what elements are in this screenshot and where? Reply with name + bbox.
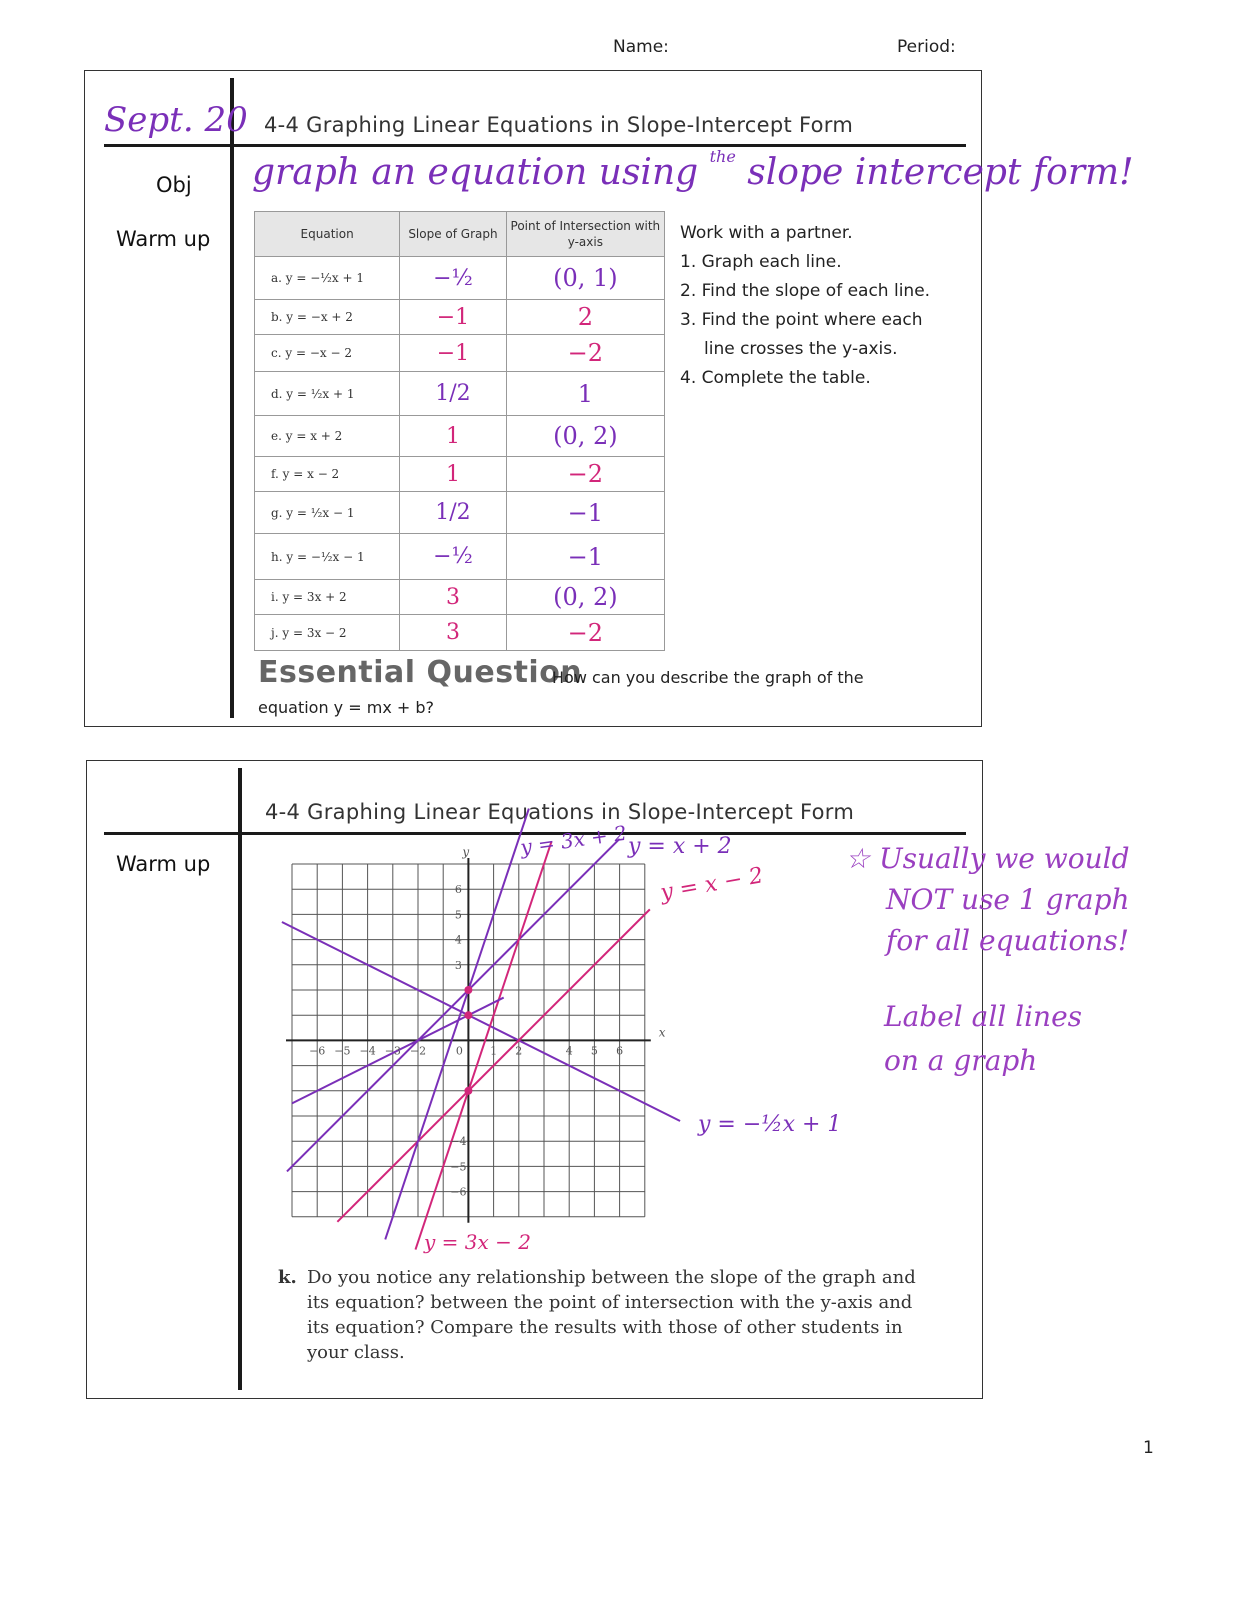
date-handwritten: Sept. 20 (104, 100, 248, 140)
x-tick-label: −2 (409, 1044, 427, 1058)
table-cell-intersection: 2 (506, 300, 664, 335)
note2-line-1: on a graph (884, 1044, 1038, 1077)
warmup-label-1: Warm up (116, 227, 211, 251)
table-cell-equation: h. y = −½x − 1 (255, 534, 400, 580)
table-cell-intersection: (0, 2) (506, 580, 664, 615)
table-cell-equation: i. y = 3x + 2 (255, 580, 400, 615)
table-cell-intersection: −1 (506, 534, 664, 580)
table-cell-slope: −1 (400, 335, 506, 372)
x-tick-label: 2 (515, 1044, 523, 1058)
table-cell-equation: g. y = ½x − 1 (255, 492, 400, 534)
y-tick-label: 3 (454, 958, 462, 972)
intercept-point (464, 986, 472, 994)
objective-part1: graph an equation using (252, 152, 699, 193)
label-neg-half-x-plus-1: y = −½x + 1 (698, 1112, 842, 1137)
intercept-point (464, 1087, 472, 1095)
x-tick-label: −4 (359, 1044, 376, 1058)
table-cell-equation: a. y = −½x + 1 (255, 257, 400, 300)
objective-insert: the (709, 147, 736, 166)
table-cell-intersection: −2 (506, 457, 664, 492)
line-3x-plus-2 (385, 809, 529, 1240)
intercept-point (464, 1011, 472, 1019)
y-tick-label: −5 (450, 1160, 467, 1174)
table-cell-intersection: 1 (506, 372, 664, 416)
essential-question-text2: equation y = mx + b? (258, 698, 435, 717)
table-cell-equation: c. y = −x − 2 (255, 335, 400, 372)
col-header-intersection: Point of Intersection with y-axis (506, 212, 664, 257)
section1-title: 4-4 Graphing Linear Equations in Slope-Intercept Form (264, 113, 854, 137)
origin-label: 0 (455, 1044, 463, 1058)
label-3x-plus-2: y = 3x + 2 (518, 820, 629, 860)
note-line-0: ☆ Usually we would (845, 842, 1130, 875)
y-tick-label: −6 (450, 1185, 467, 1199)
x-tick-label: −5 (334, 1044, 351, 1058)
x-tick-label: 4 (565, 1044, 573, 1058)
table-cell-slope: 3 (400, 615, 506, 651)
page-number: 1 (1143, 1438, 1154, 1458)
y-axis-label: y (462, 845, 470, 859)
period-label: Period: (897, 37, 956, 57)
table-cell-intersection: −2 (506, 335, 664, 372)
instruction-1: 1. Graph each line. (680, 252, 842, 272)
graph-ticks (309, 845, 666, 1199)
table-cell-intersection: −2 (506, 615, 664, 651)
instruction-0: Work with a partner. (680, 223, 853, 243)
table-cell-equation: f. y = x − 2 (255, 457, 400, 492)
line-x-plus-2 (287, 839, 620, 1172)
table-cell-slope: 1/2 (400, 492, 506, 534)
y-tick-label: −4 (450, 1135, 467, 1149)
question-k-line-1: its equation? between the point of intersection with the y-axis and (307, 1292, 913, 1313)
table-cell-slope: −½ (400, 257, 506, 300)
question-k-line-3: your class. (307, 1342, 405, 1363)
y-tick-label: 4 (454, 933, 462, 947)
table-cell-equation: d. y = ½x + 1 (255, 372, 400, 416)
y-tick-label: 5 (454, 908, 462, 922)
table-cell-equation: b. y = −x + 2 (255, 300, 400, 335)
note-line-1: NOT use 1 graph (886, 883, 1130, 916)
label-x-plus-2: y = x + 2 (628, 834, 732, 859)
table-cell-slope: −1 (400, 300, 506, 335)
obj-label: Obj (156, 173, 192, 197)
table-cell-equation: e. y = x + 2 (255, 416, 400, 457)
table-cell-slope: 3 (400, 580, 506, 615)
col-header-equation: Equation (255, 212, 400, 257)
question-k-label: k. (278, 1267, 297, 1288)
label-3x-minus-2: y = 3x − 2 (424, 1230, 531, 1254)
table-cell-slope: −½ (400, 534, 506, 580)
x-tick-label: 5 (590, 1044, 598, 1058)
table-cell-slope: 1 (400, 457, 506, 492)
instruction-5: 4. Complete the table. (680, 368, 871, 388)
x-tick-label: 1 (490, 1044, 498, 1058)
section2-title: 4-4 Graphing Linear Equations in Slope-Intercept Form (265, 800, 855, 824)
instruction-4: line crosses the y-axis. (704, 339, 898, 359)
essential-question-text: How can you describe the graph of the (552, 668, 864, 687)
note-line-2: for all equations! (886, 924, 1129, 957)
table-cell-equation: j. y = 3x − 2 (255, 615, 400, 651)
label-x-minus-2: y = x − 2 (658, 863, 766, 906)
x-tick-label: −6 (309, 1044, 326, 1058)
graph-lines (282, 809, 680, 1250)
table-cell-intersection: (0, 2) (506, 416, 664, 457)
table-cell-intersection: (0, 1) (506, 257, 664, 300)
table-cell-intersection: −1 (506, 492, 664, 534)
x-tick-label: 6 (616, 1044, 624, 1058)
question-k-line-2: its equation? Compare the results with those of other students in (307, 1317, 903, 1338)
table-cell-slope: 1/2 (400, 372, 506, 416)
col-header-slope: Slope of Graph (400, 212, 506, 257)
warmup-label-2: Warm up (116, 852, 211, 876)
instruction-3: 3. Find the point where each (680, 310, 923, 330)
question-k (278, 1265, 918, 1365)
name-label: Name: (613, 37, 669, 57)
question-k-line-0: Do you notice any relationship between the slope of the graph and (307, 1267, 916, 1288)
x-tick-label: −3 (384, 1044, 401, 1058)
x-axis-label: x (658, 1025, 666, 1040)
graph-grid (286, 858, 651, 1223)
table-cell-slope: 1 (400, 416, 506, 457)
instruction-2: 2. Find the slope of each line. (680, 281, 931, 301)
line-3x-minus-2 (415, 841, 551, 1249)
y-tick-label: 6 (454, 883, 462, 897)
note2-line-0: Label all lines (884, 1000, 1083, 1033)
essential-question-label: Essential Question (258, 655, 583, 690)
objective-part2: slope intercept form! (747, 152, 1134, 193)
